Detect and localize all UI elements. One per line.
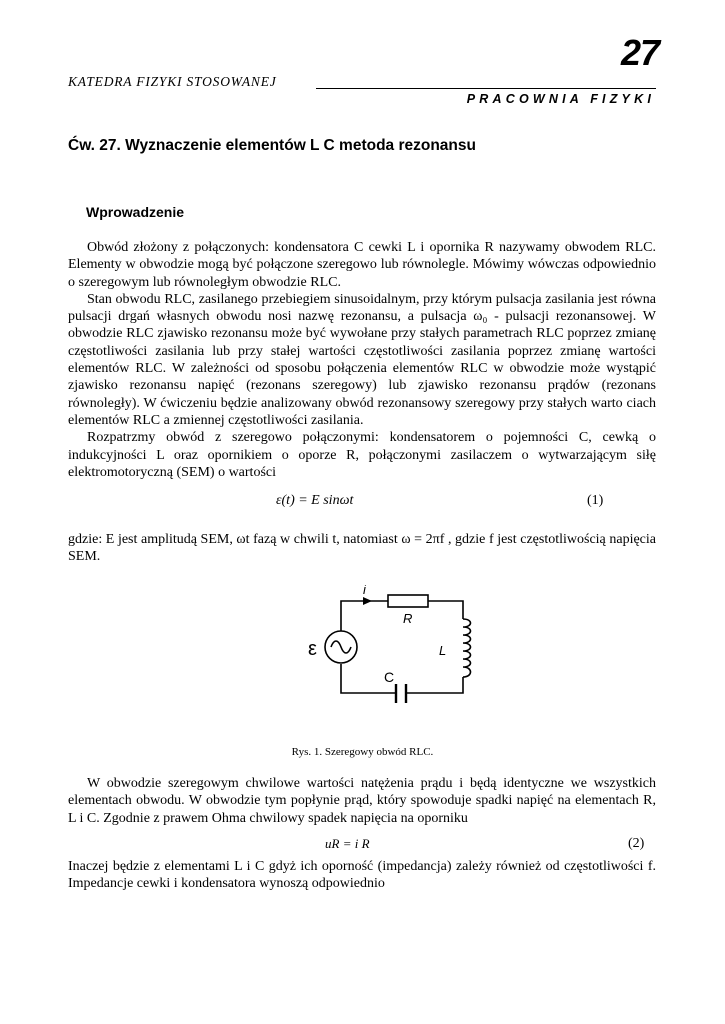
header-rule xyxy=(316,88,656,89)
page-number: 27 xyxy=(620,32,659,73)
current-label: i xyxy=(363,585,366,597)
paragraph-after-figure: W obwodzie szeregowym chwilowe wartości natężenia prądu i będą identyczne we wszystkich elementach obwodu. W obwodzie tym popłynie prąd, który spowoduje spadki napięć na elementach R, L i C. Zgodnie z prawem Ohma chwilowy spadek napięcia na oporniku xyxy=(68,776,656,826)
source-label: ε xyxy=(308,638,317,660)
paragraph-last: Inaczej będzie z elementami L i C gdyż ich oporność (impedancja) zależy również od częstotliwości f. Impedancje cewki i kondensatora wynoszą odpowiednio xyxy=(68,859,656,892)
where-text: gdzie: E jest amplitudą SEM, ωt fazą w chwili t, natomiast ω = 2πf , gdzie f jest częstotliwością napięcia SEM. xyxy=(68,532,656,565)
last-text xyxy=(68,858,656,893)
equation-1-number: (1) xyxy=(587,493,604,508)
equation-2: uR = i R xyxy=(325,836,370,851)
inductor-label: L xyxy=(439,643,447,658)
intro-text xyxy=(68,239,656,481)
paragraph-2: Stan obwodu RLC, zasilanego przebiegiem sinusoidalnym, przy którym pulsacja zasilania jest równa pulsacji drgań własnych obwodu nosi nazwę rezonansu, a pulsacja ω₀ - pulsacji rezonansowej. W obwodzie RLC zjawisko rezonansu może być wywołane przy stałych parametrach RLC poprzez zmianę częstotliwości zasilania lub przy stałej wartości częstotliwości zasilania poprzez zmianę wartości elementów RLC. W zależności od sposobu połączenia elementów RLC w obwodzie może wystąpić zjawisko rezonansu napięć (rezonans szeregowy) lub zjawisko rezonansu prądów (rezonans równoległy). W ćwiczeniu będzie analizowany obwód rezonansowy szeregowy przy stałych warto ciach elementów RLC a zmiennej częstotliwości zasilania. xyxy=(68,291,656,428)
figure-caption: Rys. 1. Szeregowy obwód RLC. xyxy=(291,746,434,758)
section-heading: Wprowadzenie xyxy=(86,204,185,220)
paragraph-1: Obwód złożony z połączonych: kondensatora C cewki L i opornika R nazywamy obwodem RLC. Elementy w obwodzie mogą być połączone szeregowo lub równolegle. Mówimy wówczas odpowiednio o szeregowym lub równoległym obwodzie RLC. xyxy=(68,240,656,290)
paragraph-3: Rozpatrzmy obwód z szeregowo połączonymi: kondensatorem o pojemności C, cewką o indukcyjności L oraz opornikiem o oporze R, połączonymi zasilaczem o wytwarzającym siłę elektromotoryczną (SEM) o wartości xyxy=(68,430,656,480)
equation-1: ε(t) = E sinωt xyxy=(276,493,354,508)
lab-name: PRACOWNIA FIZYKI xyxy=(466,92,655,106)
department-name: KATEDRA FIZYKI STOSOWANEJ xyxy=(68,74,277,89)
after-figure-text xyxy=(68,775,656,827)
resistor-label: R xyxy=(403,611,413,626)
equation-2-number: (2) xyxy=(628,836,645,851)
where-text-block xyxy=(68,531,656,566)
page-title: Ćw. 27. Wyznaczenie elementów L C metoda rezonansu xyxy=(68,137,476,154)
capacitor-label: C xyxy=(384,669,395,685)
rlc-circuit-diagram xyxy=(300,585,490,715)
